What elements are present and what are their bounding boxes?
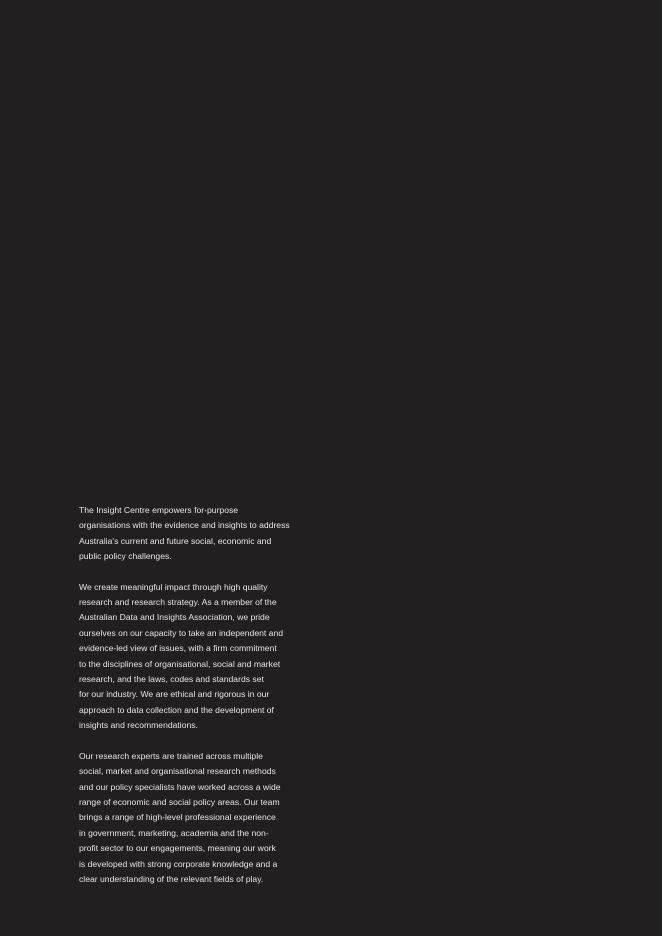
intro-paragraph: The Insight Centre empowers for-purpose organisations with the evidence and insights to address Australia's current and future social, economic and public policy challenges.	[79, 505, 290, 562]
body-text-block	[79, 503, 331, 902]
experts-paragraph: Our research experts are trained across multiple social, market and organisational research methods and our policy specialists have worked across a wide range of economic and social policy areas. Our team brings a range of high-level professional experience in government, marketing, academia and the non- profit sector to our engagements, meaning our work is developed with strong corporate knowledge and a clear understanding of the relevant fields of play.	[79, 750, 281, 884]
impact-paragraph: We create meaningful impact through high quality research and research strategy. As a member of the Australian Data and Insights Association, we pride ourselves on our capacity to take an independent and evidence-led view of issues, with a firm commitment to the disciplines of organisational, social and market research, and the laws, codes and standards set for our industry. We are ethical and rigorous in our approach to data collection and the development of insights and recommendations.	[79, 581, 284, 731]
